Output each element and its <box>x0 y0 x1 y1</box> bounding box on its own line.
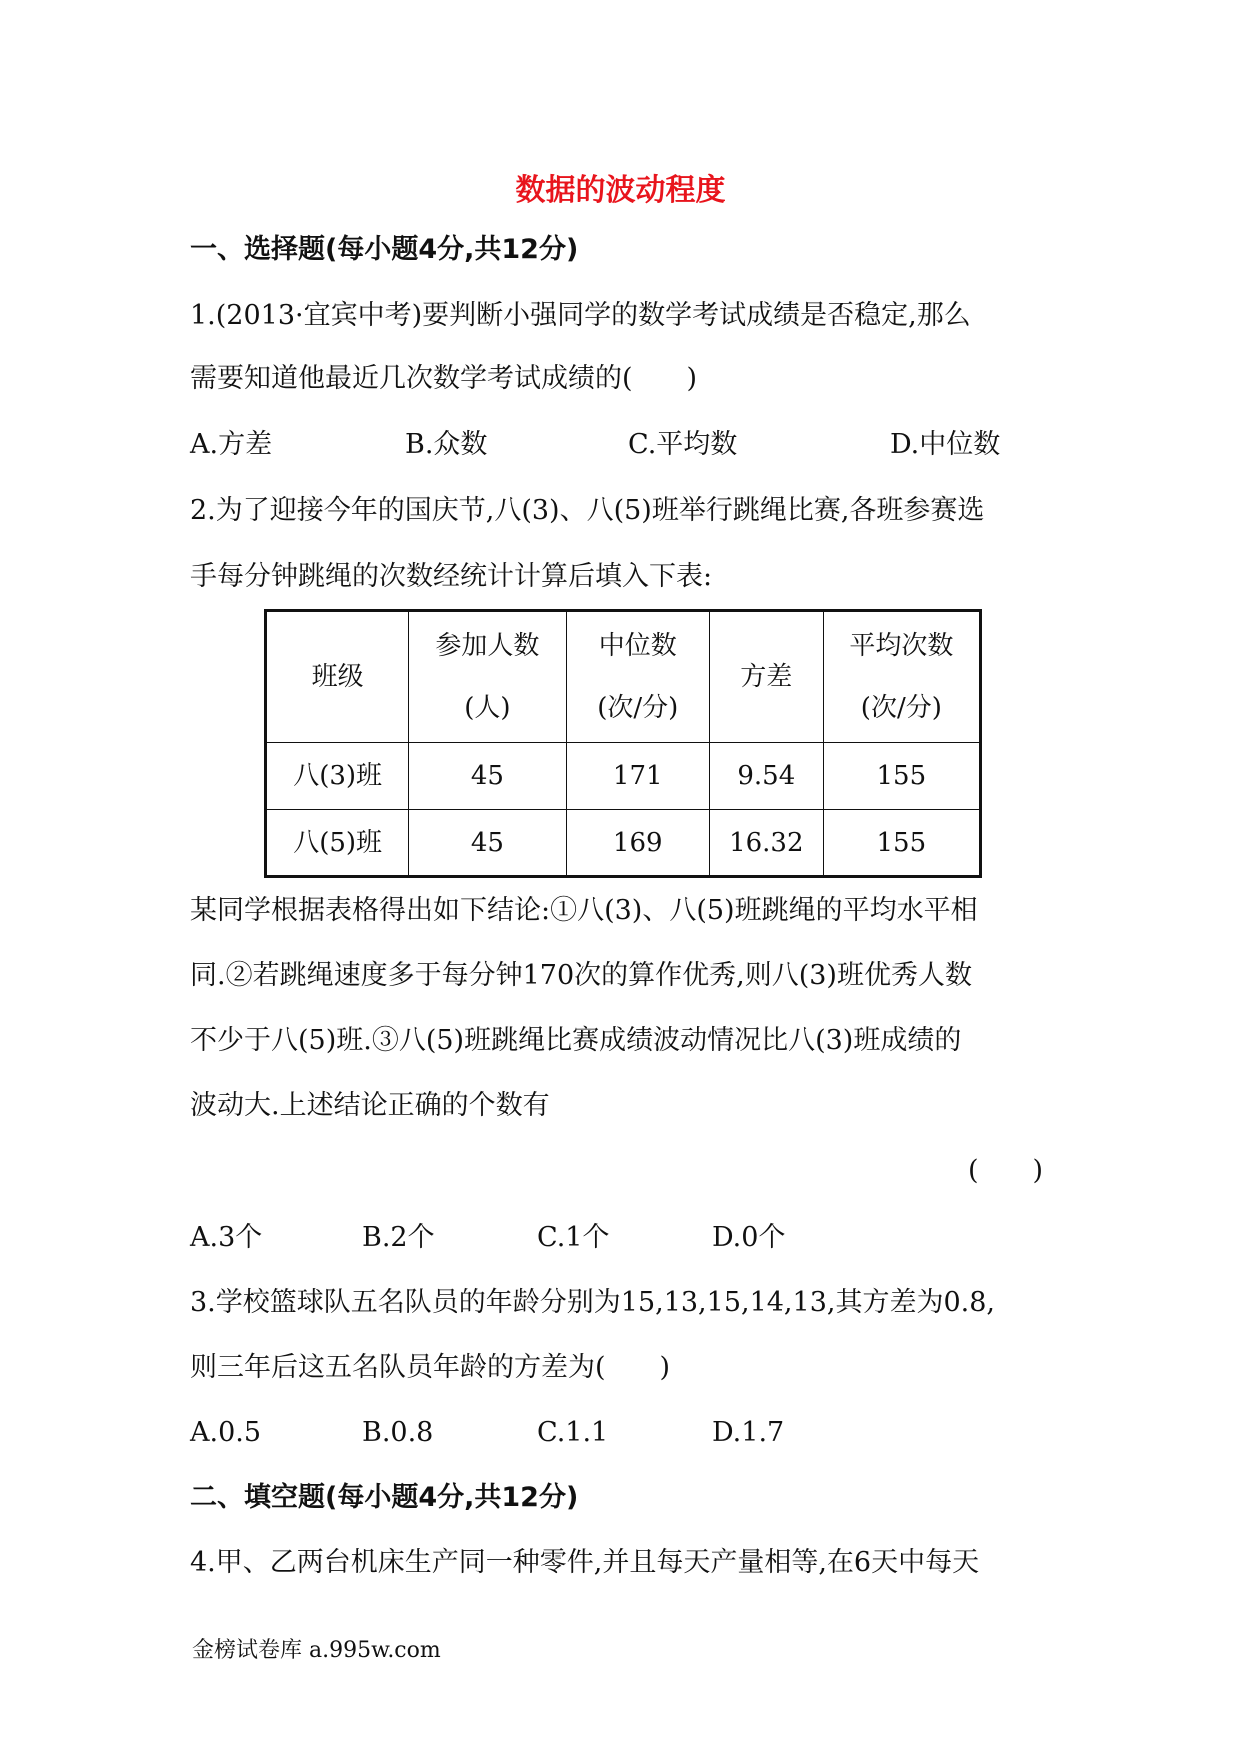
results-table <box>264 609 982 878</box>
header-participants-unit: (人) <box>464 693 511 723</box>
table-cell: 171 <box>566 743 709 810</box>
header-participants-label: 参加人数 <box>435 631 540 661</box>
q2-line3: 某同学根据表格得出如下结论:①八(3)、八(5)班跳绳的平均水平相 <box>190 895 978 926</box>
table-header-cell <box>409 611 566 743</box>
q2-option-c: C.1个 <box>537 1222 610 1253</box>
table-row <box>266 743 981 810</box>
table-cell: 9.54 <box>709 743 823 810</box>
table-cell: 八(5)班 <box>266 810 409 877</box>
table-header-cell <box>823 611 980 743</box>
q1-option-c: C.平均数 <box>628 429 738 460</box>
q1-line2: 需要知道他最近几次数学考试成绩的( ) <box>190 363 698 394</box>
q2-line5: 不少于八(5)班.③八(5)班跳绳比赛成绩波动情况比八(3)班成绩的 <box>190 1025 962 1056</box>
q1-option-a: A.方差 <box>190 429 273 460</box>
q4-line1: 4.甲、乙两台机床生产同一种零件,并且每天产量相等,在6天中每天 <box>190 1547 980 1578</box>
table-row <box>266 810 981 877</box>
table-header-cell <box>266 611 409 743</box>
header-average-label: 平均次数 <box>849 631 954 661</box>
q2-line6: 波动大.上述结论正确的个数有 <box>190 1090 550 1121</box>
q2-option-a: A.3个 <box>190 1222 263 1253</box>
q2-line4: 同.②若跳绳速度多于每分钟170次的算作优秀,则八(3)班优秀人数 <box>190 960 972 991</box>
table-cell: 45 <box>409 810 566 877</box>
page-title: 数据的波动程度 <box>515 173 726 208</box>
table-header-row <box>266 611 981 743</box>
q2-line1: 2.为了迎接今年的国庆节,八(3)、八(5)班举行跳绳比赛,各班参赛选 <box>190 495 985 526</box>
table-header-cell <box>709 611 823 743</box>
table-cell: 16.32 <box>709 810 823 877</box>
q3-option-c: C.1.1 <box>537 1417 609 1448</box>
header-average-unit: (次/分) <box>860 693 942 723</box>
q2-option-b: B.2个 <box>362 1222 435 1253</box>
footer-source: 金榜试卷库 a.995w.com <box>192 1638 441 1663</box>
table-cell: 45 <box>409 743 566 810</box>
q3-line2: 则三年后这五名队员年龄的方差为( ) <box>190 1352 671 1383</box>
q2-option-d: D.0个 <box>712 1222 786 1253</box>
table-cell: 155 <box>823 743 980 810</box>
q1-option-d: D.中位数 <box>890 429 1001 460</box>
q1-line1: 1.(2013·宜宾中考)要判断小强同学的数学考试成绩是否稳定,那么 <box>190 300 971 331</box>
header-class-label: 班级 <box>311 662 364 692</box>
table-cell: 八(3)班 <box>266 743 409 810</box>
q3-option-b: B.0.8 <box>362 1417 434 1448</box>
q3-option-a: A.0.5 <box>190 1417 262 1448</box>
table-header-cell <box>566 611 709 743</box>
section2-heading: 二、填空题(每小题4分,共12分) <box>190 1482 579 1513</box>
header-variance-label: 方差 <box>740 662 793 692</box>
header-median-unit: (次/分) <box>597 693 679 723</box>
q2-answer-bracket: ( ) <box>968 1155 1044 1186</box>
q3-line1: 3.学校篮球队五名队员的年龄分别为15,13,15,14,13,其方差为0.8, <box>190 1287 995 1318</box>
section1-heading: 一、选择题(每小题4分,共12分) <box>190 234 579 265</box>
header-median-label: 中位数 <box>598 631 677 661</box>
table-cell: 155 <box>823 810 980 877</box>
q1-option-b: B.众数 <box>405 429 488 460</box>
q3-option-d: D.1.7 <box>712 1417 785 1448</box>
table-cell: 169 <box>566 810 709 877</box>
q2-line2: 手每分钟跳绳的次数经统计计算后填入下表: <box>190 561 713 592</box>
